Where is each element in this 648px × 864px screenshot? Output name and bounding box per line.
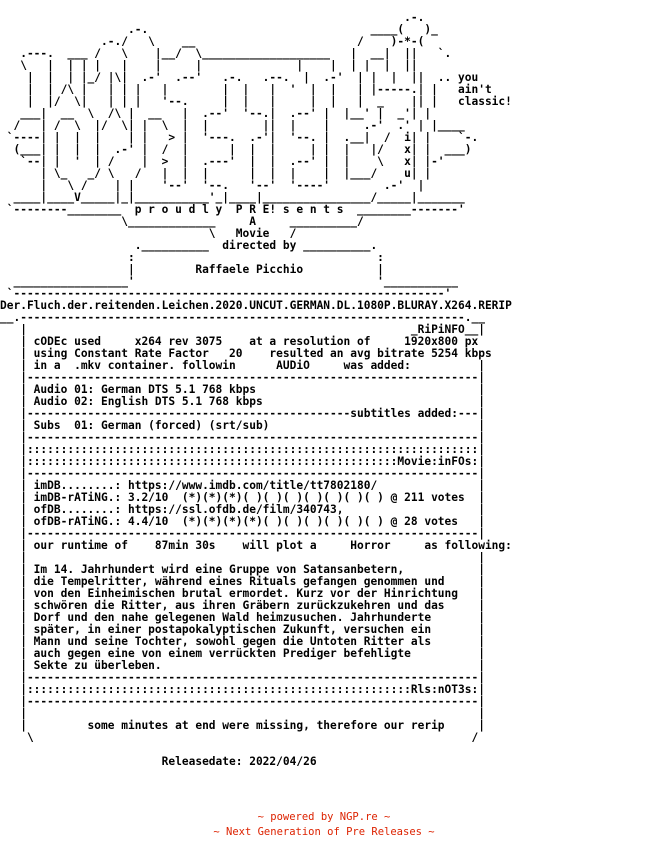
- nfo-line: | Audio 01: German DTS 5.1 768 kbps |: [0, 383, 485, 396]
- nfo-line: .-. ____( )_: [0, 23, 445, 36]
- nfo-line: | Audio 02: English DTS 5.1 768 kbps |: [0, 395, 485, 408]
- nfo-line: | | /\ | | | | | | | | ' | | | |-----.| | ain't: [0, 83, 492, 96]
- nfo-line: ___| __ \ /\ | __ | .--' '--.| .--' | |__' | _'| |: [0, 107, 465, 120]
- nfo-line: | in a .mkv container. followin AUDiO was added: |: [0, 359, 485, 372]
- nfo-line: `--| | ' | / | > | .---' | | .--' | | \ x| |-': [0, 155, 465, 168]
- nfo-line: `--------________ p r o u d l y P R E! s e n t s ________-------': [0, 203, 465, 216]
- footer: [0, 810, 648, 840]
- nfo-line: |-------------------------------------------------------------------|: [0, 371, 485, 384]
- nfo-line: _________________' '___________: [0, 275, 465, 288]
- nfo-line: (___| | | | .-' | / | | | | | | | |/ x| | ___): [0, 143, 479, 156]
- nfo-line: | später, in einer postapokalyptischen Zukunft, versuchen ein |: [0, 623, 485, 636]
- nfo-line: | Raffaele Picchio |: [0, 263, 465, 276]
- footer-tagline: ~ Next Generation of Pre Releases ~: [213, 826, 435, 838]
- nfo-line: |:::::::::::::::::::::::::::::::::::::::::::::::::::::::::Rls:nOT3s:|: [0, 683, 485, 696]
- nfo-line: / | / \ |/ \| | \ | | || | | .-' .' | |____: [0, 119, 485, 132]
- nfo-line: | _RiPiNFO__|: [0, 323, 485, 336]
- nfo-line: | ofDB-rATiNG.: 4.4/10 (*)(*)(*)(*)( )( )( )( )( )( ) @ 28 votes |: [0, 515, 485, 528]
- nfo-line: `----------------------------------------------------------------': [0, 287, 465, 300]
- nfo-line: |:::::::::::::::::::::::::::::::::::::::::::::::::::::::Movie:inFOs:|: [0, 455, 485, 468]
- nfo-line: Releasedate: 2022/04/26: [0, 755, 485, 768]
- nfo-line: | |/ \| | | | '--. | | | | | | _ || | classic!: [0, 95, 512, 108]
- nfo-line: | Subs 01: German (forced) (srt/sub) |: [0, 419, 485, 432]
- nfo-line: : :: [0, 251, 465, 264]
- nfo-line: | | | |_/ |\| .-' .--' .-. .--. | .-' | | | || .. you: [0, 71, 479, 84]
- nfo-text: [0, 12, 648, 768]
- nfo-line: | die Tempelritter, während eines Rituals gefangen genommen und |: [0, 575, 485, 588]
- nfo-line: | cODEc used x264 rev 3075 at a resolution of 1920x800 px: [0, 335, 479, 348]
- nfo-line: | \_ _/ \ / | | | | | | | |___/ u| |: [0, 167, 472, 180]
- nfo-line: |:::::::::::::::::::::::::::::::::::::::::::::::::::::::::::::::::::|: [0, 443, 485, 456]
- nfo-line: | auch gegen eine von einem verrückten Prediger befehligte |: [0, 647, 485, 660]
- nfo-line: ____|____V_____|_|___________'_|____|________________/_____|_______: [0, 191, 465, 204]
- nfo-line: __.------------------------------------------------------------------.__: [0, 311, 485, 324]
- nfo-line: |------------------------------------------------subtitles added:---|: [0, 407, 485, 420]
- nfo-line: | ofDB........: https://ssl.ofdb.de/film/340743, |: [0, 503, 485, 516]
- nfo-line: |-------------------------------------------------------------------|: [0, 527, 485, 540]
- nfo-line: | Sekte zu überleben. |: [0, 659, 485, 672]
- nfo-line: \ /: [0, 731, 485, 744]
- nfo-line: | Dorf und den nahe gelegenen Wald heimzusuchen. Jahrhunderte |: [0, 611, 485, 624]
- nfo-line: \ Movie /: [0, 227, 465, 240]
- nfo-line: | using Constant Rate Factor 20 resulted an avg bitrate 5254 kbps: [0, 347, 492, 360]
- nfo-line: | von den Einheimischen brutal ermordet. Kurz vor der Hinrichtung |: [0, 587, 485, 600]
- nfo-line: .-./ \ __ / )-*-(: [0, 35, 438, 48]
- nfo-line: \ | | | | | | | | | | | | ||: [0, 59, 438, 72]
- nfo-line: | Im 14. Jahrhundert wird eine Gruppe von Satansanbetern, |: [0, 563, 485, 576]
- nfo-line: | Mann und seine Tochter, sowohl gegen die Untoten Ritter als |: [0, 635, 485, 648]
- nfo-line: |-------------------------------------------------------------------|: [0, 671, 485, 684]
- nfo-line: |-------------------------------------------------------------------|: [0, 431, 485, 444]
- nfo-line: | schwören die Ritter, aus ihren Gräbern zurückzukehren und das |: [0, 599, 485, 612]
- nfo-line: | imDB........: https://www.imdb.com/title/tt7802180/ |: [0, 479, 485, 492]
- nfo-line: \_____________ A __________/: [0, 215, 465, 228]
- nfo-line: .-.: [0, 12, 438, 24]
- nfo-line: .__________ directed by __________.: [0, 239, 465, 252]
- nfo-line: | |: [0, 707, 485, 720]
- footer-powered-by: ~ powered by NGP.re ~: [257, 811, 391, 823]
- nfo-line: | some minutes at end were missing, therefore our rerip |: [0, 719, 485, 732]
- nfo-line: | |: [0, 551, 485, 564]
- nfo-line: | \ / | | '--' '--. '--' '----' .-' |: [0, 179, 465, 192]
- nfo-line: `----| | | | | | > | '---. .-'| '--. | .__| / i| | `-.: [0, 131, 485, 144]
- nfo-line: | our runtime of 87min 30s will plot a Horror as following:: [0, 539, 512, 552]
- nfo-line: .---. ___ / \ |__/ \___________________ | __| || `.: [0, 47, 452, 60]
- nfo-line: Der.Fluch.der.reitenden.Leichen.2020.UNCUT.GERMAN.DL.1080P.BLURAY.X264.RERIP: [0, 299, 512, 312]
- nfo-line: |-------------------------------------------------------------------|: [0, 695, 485, 708]
- nfo-line: | imDB-rATiNG.: 3.2/10 (*)(*)(*)( )( )( )( )( )( )( ) @ 211 votes |: [0, 491, 485, 504]
- nfo-line: |-------------------------------------------------------------------|: [0, 467, 485, 480]
